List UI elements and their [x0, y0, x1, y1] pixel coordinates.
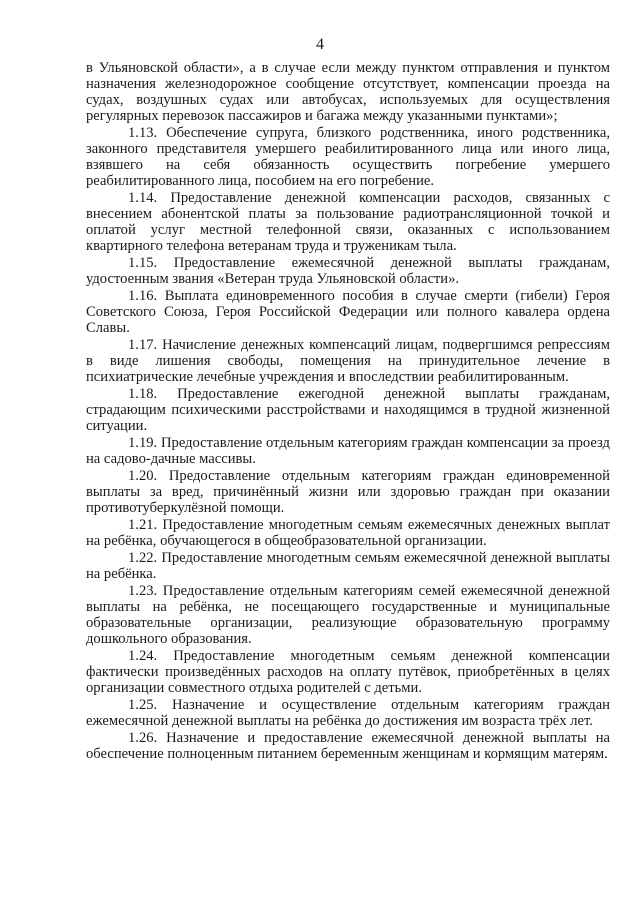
paragraph-1-15: 1.15. Предоставление ежемесячной денежной выплаты гражданам, удостоенным звания «Ветеран труда Ульяновской области». — [86, 255, 610, 287]
paragraph-1-13: 1.13. Обеспечение супруга, близкого родственника, иного родственника, законного представителя умершего реабилитированного лица или иного лица, взявшего на себя обязанность осуществить погребение умершего реабилитированного лица, пособием на его погребение. — [86, 125, 610, 189]
paragraph-1-21: 1.21. Предоставление многодетным семьям ежемесячных денежных выплат на ребёнка, обучающегося в общеобразовательной организации. — [86, 517, 610, 549]
paragraph-1-23: 1.23. Предоставление отдельным категориям семей ежемесячной денежной выплаты на ребёнка, не посещающего государственные и муниципальные образовательные организации, реализующие образовательную программу дошкольного образования. — [86, 583, 610, 647]
paragraph-1-18: 1.18. Предоставление ежегодной денежной выплаты гражданам, страдающим психическими расстройствами и находящимся в трудной жизненной ситуации. — [86, 386, 610, 434]
paragraph-1-19: 1.19. Предоставление отдельным категориям граждан компенсации за проезд на садово-дачные массивы. — [86, 435, 610, 467]
document-body — [86, 60, 610, 762]
paragraph-1-14: 1.14. Предоставление денежной компенсации расходов, связанных с внесением абонентской платы за пользование радиотрансляционной точкой и оплатой услуг местной телефонной связи, оказанных с использованием квартирного телефона ветеранам труда и труженикам тыла. — [86, 190, 610, 254]
paragraph-1-22: 1.22. Предоставление многодетным семьям ежемесячной денежной выплаты на ребёнка. — [86, 550, 610, 582]
paragraph-continuation: в Ульяновской области», а в случае если между пунктом отправления и пунктом назначения железнодорожное сообщение отсутствует, компенсации проезда на судах, воздушных судах или автобусах, используемых для осуществления регулярных перевозок пассажиров и багажа между указанными пунктами»; — [86, 60, 610, 124]
page-number: 4 — [316, 36, 324, 53]
paragraph-1-25: 1.25. Назначение и осуществление отдельным категориям граждан ежемесячной денежной выплаты на ребёнка до достижения им возраста трёх лет. — [86, 697, 610, 729]
paragraph-1-17: 1.17. Начисление денежных компенсаций лицам, подвергшимся репрессиям в виде лишения свободы, помещения на принудительное лечение в психиатрические лечебные учреждения и впоследствии реабилитированным. — [86, 337, 610, 385]
paragraph-1-24: 1.24. Предоставление многодетным семьям денежной компенсации фактически произведённых расходов на оплату путёвок, приобретённых в целях организации совместного отдыха родителей с детьми. — [86, 648, 610, 696]
paragraph-1-20: 1.20. Предоставление отдельным категориям граждан единовременной выплаты за вред, причинённый жизни или здоровью граждан при оказании противотуберкулёзной помощи. — [86, 468, 610, 516]
paragraph-1-16: 1.16. Выплата единовременного пособия в случае смерти (гибели) Героя Советского Союза, Героя Российской Федерации или полного кавалера ордена Славы. — [86, 288, 610, 336]
paragraph-1-26: 1.26. Назначение и предоставление ежемесячной денежной выплаты на обеспечение полноценным питанием беременным женщинам и кормящим матерям. — [86, 730, 610, 762]
